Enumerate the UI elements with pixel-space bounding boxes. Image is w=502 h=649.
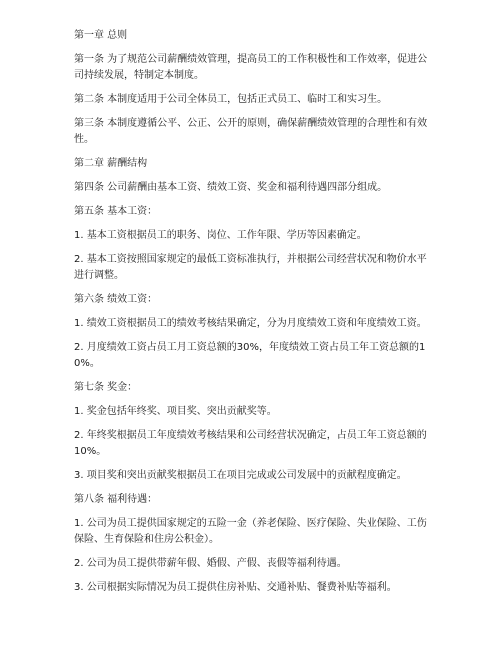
list-item: 3. 项目奖和突出贡献奖根据员工在项目完成或公司发展中的贡献程度确定。 (74, 470, 407, 481)
list-item: 1. 绩效工资根据员工的绩效考核结果确定，分为月度绩效工资和年度绩效工资。 (74, 318, 427, 329)
article-paragraph: 第二条 本制度适用于公司全体员工，包括正式员工、临时工和实习生。 (74, 94, 388, 105)
article-paragraph: 第五条 基本工资： (74, 206, 158, 217)
chapter-heading: 第一章 总则 (74, 30, 128, 41)
list-item: 2. 公司为员工提供带薪年假、婚假、产假、丧假等福利待遇。 (74, 558, 347, 569)
article-paragraph: 第八条 福利待遇： (74, 494, 158, 505)
article-paragraph: 第三条 本制度遵循公平、公正、公开的原则，确保薪酬绩效管理的合理性和有效性。 (74, 118, 428, 145)
document-body (74, 28, 430, 603)
list-item: 2. 年终奖根据员工年度绩效考核结果和公司经营状况确定，占员工年工资总额的10%。 (74, 430, 427, 457)
article-paragraph: 第六条 绩效工资： (74, 294, 158, 305)
article-paragraph: 第一条 为了规范公司薪酬绩效管理，提高员工的工作积极性和工作效率，促进公司持续发展，特制定本制度。 (74, 54, 428, 81)
list-item: 1. 奖金包括年终奖、项目奖、突出贡献奖等。 (74, 406, 277, 417)
list-item: 2. 月度绩效工资占员工月工资总额的30%，年度绩效工资占员工年工资总额的10%。 (74, 342, 426, 369)
list-item: 1. 基本工资根据员工的职务、岗位、工作年限、学历等因素确定。 (74, 230, 367, 241)
article-paragraph: 第七条 奖金： (74, 382, 138, 393)
article-paragraph: 第四条 公司薪酬由基本工资、绩效工资、奖金和福利待遇四部分组成。 (74, 182, 388, 193)
chapter-heading: 第二章 薪酬结构 (74, 158, 148, 169)
list-item: 1. 公司为员工提供国家规定的五险一金（养老保险、医疗保险、失业保险、工伤保险、生育保险和住房公积金）。 (74, 518, 427, 545)
list-item: 3. 公司根据实际情况为员工提供住房补贴、交通补贴、餐费补贴等福利。 (74, 582, 397, 593)
list-item: 2. 基本工资按照国家规定的最低工资标准执行，并根据公司经营状况和物价水平进行调整。 (74, 254, 427, 281)
